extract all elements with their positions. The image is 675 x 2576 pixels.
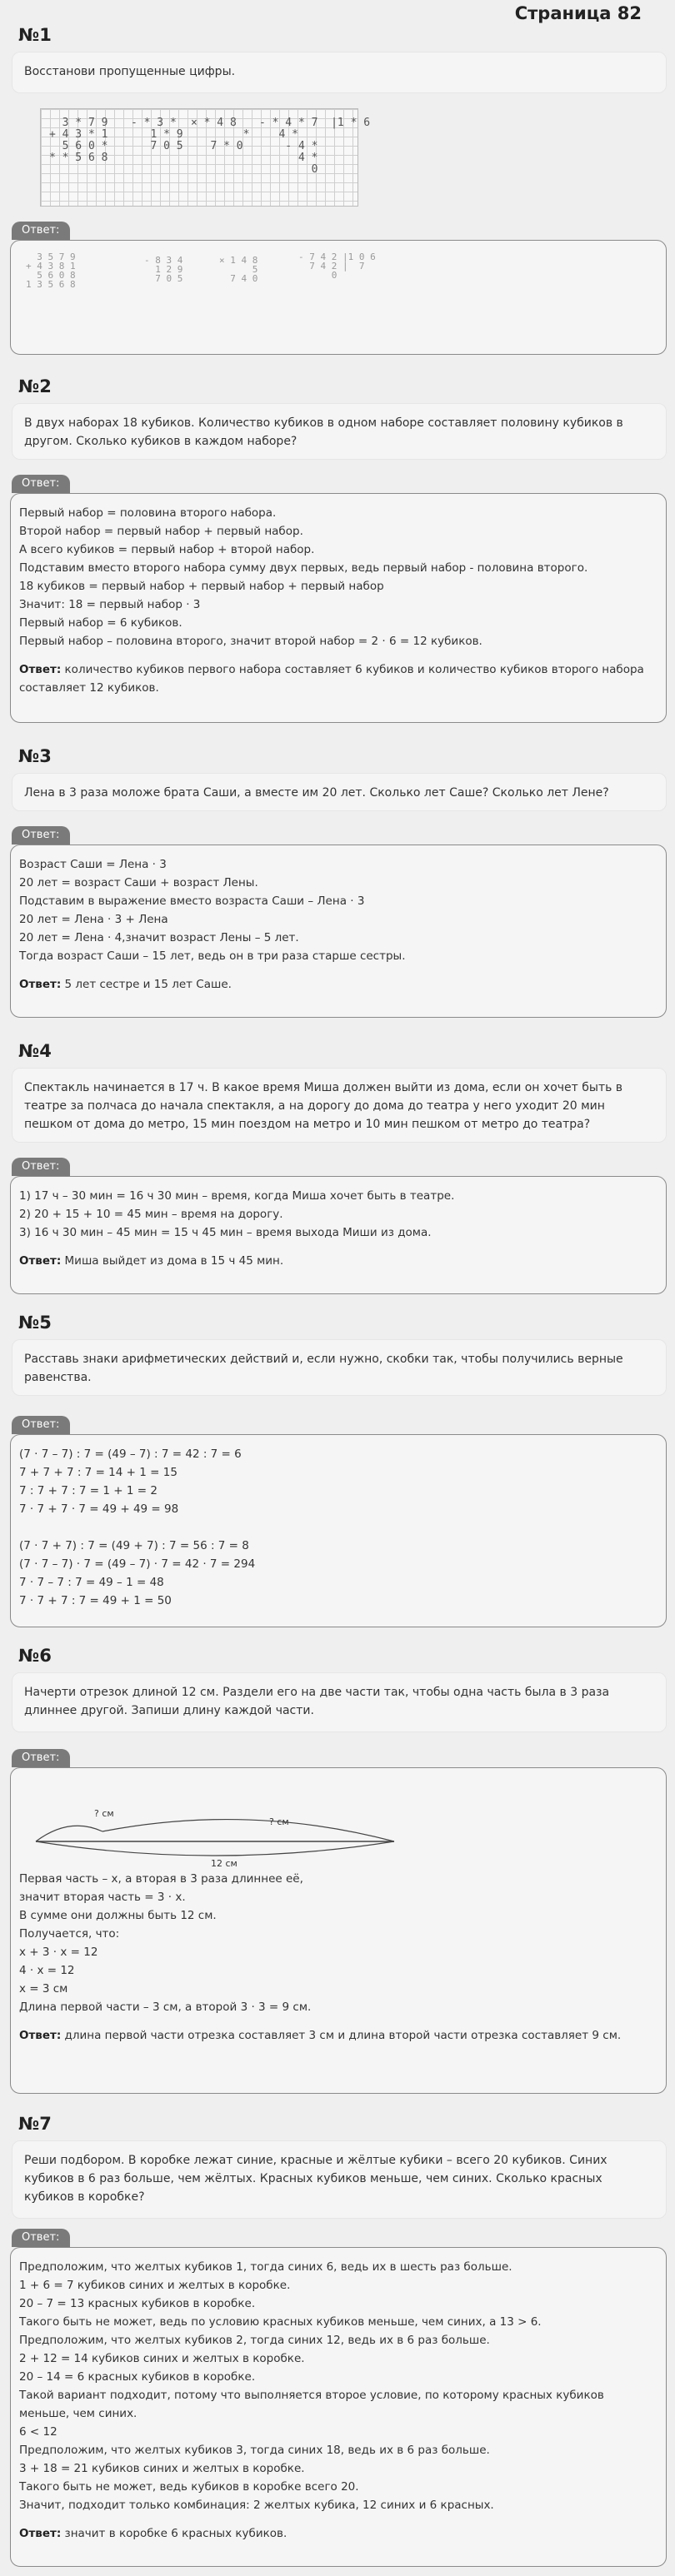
solution-line: 2 + 12 = 14 кубиков синих и желтых в коробке.: [19, 2352, 305, 2365]
solution-line: 3 + 18 = 21 кубиков синих и желтых в коробке.: [19, 2462, 305, 2475]
example-addition: 3 * 7 9 + 4 3 * 1 5 6 0 * * * 5 6 8: [49, 117, 108, 164]
solution-line: 20 лет = Лена · 4,значит возраст Лены – 5 лет.: [19, 931, 299, 944]
final-label: Ответ:: [19, 2029, 62, 2042]
solution-line: 20 – 14 = 6 красных кубиков в коробке.: [19, 2370, 256, 2384]
question-text: Реши подбором. В коробке лежат синие, красные и жёлтые кубики – всего 20 кубиков. Синих кубиков в 6 раз больше, чем жёлтых. Красных кубиков меньше, чем синих. Сколько красных кубиков в коробке?: [24, 2154, 608, 2204]
example-multiplication: × * 4 8 * 7 * 0: [191, 117, 250, 152]
brace-part1: [36, 1826, 102, 1841]
solution-line: Значит, подходит только комбинация: 2 желтых кубика, 12 синих и 6 красных.: [19, 2499, 494, 2512]
solution-line: (7 · 7 – 7) · 7 = (49 – 7) · 7 = 42 · 7 = 294: [19, 1557, 256, 1571]
final-label: Ответ:: [19, 1254, 62, 1268]
task-question: [12, 52, 667, 93]
task-question: [12, 1068, 667, 1143]
segment-figure: [28, 1778, 411, 1870]
answer-addition: 3 5 7 9 + 4 3 8 1 5 6 0 8 1 3 5 6 8: [26, 252, 76, 290]
answer-tab: Ответ:: [12, 1749, 70, 1767]
brace-total: [36, 1841, 394, 1856]
final-text: количество кубиков первого набора составляет 6 кубиков и количество кубиков второго набора составляет 12 кубиков.: [19, 663, 644, 695]
solution-line: Первый набор = половина второго набора.: [19, 506, 277, 520]
final-answer: [19, 1252, 658, 1270]
solution-line: Получается, что:: [19, 1927, 120, 1941]
solution-line: Предположим, что желтых кубиков 1, тогда синих 6, ведь их в шесть раз больше.: [19, 2260, 512, 2274]
solution-line: 3) 16 ч 30 мин – 45 мин = 15 ч 45 мин – время выхода Миши из дома.: [19, 1226, 432, 1239]
solution-line: Тогда возраст Саши – 15 лет, ведь он в три раза старше сестры.: [19, 949, 406, 963]
spacer: [19, 1518, 658, 1537]
grid-example: [40, 108, 371, 207]
total-label: 12 см: [211, 1858, 238, 1869]
question-text: Начерти отрезок длиной 12 см. Раздели его на две части так, чтобы одна часть была в 3 раза длиннее другой. Запиши длину каждой части.: [24, 1686, 610, 1717]
solution-line: 7 · 7 – 7 : 7 = 49 – 1 = 48: [19, 1576, 164, 1589]
answer-tab: Ответ:: [12, 1158, 70, 1176]
task-number: №6: [18, 1646, 52, 1666]
solution-line: В сумме они должны быть 12 см.: [19, 1909, 217, 1922]
final-text: 5 лет сестре и 15 лет Саше.: [64, 978, 232, 991]
final-label: Ответ:: [19, 978, 62, 991]
final-answer: [19, 660, 658, 697]
solution-line: (7 · 7 + 7) : 7 = (49 + 7) : 7 = 56 : 7 = 8: [19, 1539, 249, 1552]
task-question: [12, 403, 667, 460]
answer-tab: Ответ:: [12, 475, 70, 493]
task-question: [12, 1339, 667, 1396]
solution-line: Первый набор – половина второго, значит второй набор = 2 · 6 = 12 кубиков.: [19, 635, 482, 648]
question-text: В двух наборах 18 кубиков. Количество кубиков в одном наборе составляет половину кубиков в другом. Сколько кубиков в каждом наборе?: [24, 416, 623, 448]
example-subtraction: - * 3 * 1 * 9 7 0 5: [131, 117, 183, 152]
solution-line: 7 · 7 + 7 · 7 = 49 + 49 = 98: [19, 1502, 179, 1516]
final-answer: [19, 2026, 658, 2045]
solution-line: Первый набор = 6 кубиков.: [19, 616, 182, 630]
final-label: Ответ:: [19, 663, 62, 676]
answer-box: [10, 493, 667, 723]
question-text: Спектакль начинается в 17 ч. В какое время Миша должен выйти из дома, если он хочет быть в театре за полчаса до начала спектакля, а на дорогу до дома до театра у него уходит 20 мин пешком от дома до метро, 15 мин поездом на метро и 10 мин пешком от метро до театра?: [24, 1081, 623, 1131]
solution-line: 2) 20 + 15 + 10 = 45 мин – время на дорогу.: [19, 1208, 283, 1221]
task-number: №4: [18, 1041, 52, 1061]
solution-line: значит вторая часть = 3 · х.: [19, 1891, 186, 1904]
part2-label: ? см: [269, 1816, 289, 1827]
solution-line: Подставим в выражение вместо возраста Саши – Лена · 3: [19, 894, 365, 908]
solution-line: 6 < 12: [19, 2425, 58, 2439]
part1-label: ? см: [94, 1808, 114, 1819]
solution-line: Первая часть – х, а вторая в 3 раза длиннее её,: [19, 1872, 303, 1886]
final-text: длина первой части отрезка составляет 3 см и длина второй части отрезка составляет 9 см.: [64, 2029, 622, 2042]
answer-box: [10, 240, 667, 355]
answer-tab: Ответ:: [12, 826, 70, 845]
solution-line: Длина первой части – 3 см, а второй 3 · 3 = 9 см.: [19, 2001, 312, 2014]
example-division: - * 4 * 7 |1 * 6 4 * - 4 * 4 * 0: [259, 117, 371, 176]
answer-box: [10, 845, 667, 1018]
solution-line: Возраст Саши = Лена · 3: [19, 858, 167, 871]
answer-box: [10, 2247, 667, 2567]
solution-line: Значит: 18 = первый набор · 3: [19, 598, 201, 611]
solution-line: 7 + 7 + 7 : 7 = 14 + 1 = 15: [19, 1466, 178, 1479]
solution-line: Предположим, что желтых кубиков 2, тогда синих 12, ведь их в 6 раз больше.: [19, 2334, 490, 2347]
solution-line: х + 3 · х = 12: [19, 1946, 98, 1959]
task-number: №1: [18, 25, 52, 45]
solution-line: 7 : 7 + 7 : 7 = 1 + 1 = 2: [19, 1484, 158, 1497]
task-number: №2: [18, 376, 52, 396]
answer-tab: Ответ:: [12, 1416, 70, 1434]
task-number: №5: [18, 1313, 52, 1333]
final-text: Миша выйдет из дома в 15 ч 45 мин.: [64, 1254, 284, 1268]
final-answer: [19, 975, 658, 994]
solution-line: 20 лет = Лена · 3 + Лена: [19, 913, 168, 926]
solution-line: 4 · х = 12: [19, 1964, 75, 1977]
solution-line: А всего кубиков = первый набор + второй набор.: [19, 543, 315, 556]
task-question: [12, 2140, 667, 2219]
solution-line: 20 лет = возраст Саши + возраст Лены.: [19, 876, 258, 889]
solution-line: Второй набор = первый набор + первый набор.: [19, 525, 303, 538]
solution-line: 1) 17 ч – 30 мин = 16 ч 30 мин – время, когда Миша хочет быть в театре.: [19, 1189, 455, 1203]
task-question: [12, 773, 667, 811]
solution-line: Подставим вместо второго набора сумму двух первых, ведь первый набор - половина второго.: [19, 561, 588, 575]
final-answer: [19, 2524, 658, 2543]
solution-line: х = 3 см: [19, 1982, 68, 1996]
answer-division: - 7 4 2 |1 0 6 7 4 2 | 7 0: [298, 252, 376, 281]
solution-line: 20 – 7 = 13 красных кубиков в коробке.: [19, 2297, 256, 2310]
solution-line: 18 кубиков = первый набор + первый набор + первый набор: [19, 580, 384, 593]
answer-box: [10, 1767, 667, 2094]
question-text: Расставь знаки арифметических действий и, если нужно, скобки так, чтобы получились верные равенства.: [24, 1353, 623, 1384]
answer-tab: Ответ:: [12, 2229, 70, 2247]
answer-tab: Ответ:: [12, 222, 70, 240]
answer-subtraction: - 8 3 4 1 2 9 7 0 5: [144, 255, 183, 284]
task-number: №3: [18, 746, 52, 766]
question-text: Лена в 3 раза моложе брата Саши, а вместе им 20 лет. Сколько лет Саше? Сколько лет Лене?: [24, 786, 609, 800]
final-label: Ответ:: [19, 2527, 62, 2540]
solution-line: 7 · 7 + 7 : 7 = 49 + 1 = 50: [19, 1594, 172, 1607]
answer-multiplication: × 1 4 8 5 7 4 0: [219, 255, 258, 284]
solution-line: 1 + 6 = 7 кубиков синих и желтых в коробке.: [19, 2279, 291, 2292]
answer-box: [10, 1434, 667, 1627]
answer-box: [10, 1176, 667, 1294]
solution-line: Такого быть не может, ведь по условию красных кубиков меньше, чем синих, а 13 > 6.: [19, 2315, 542, 2329]
solution-line: (7 · 7 – 7) : 7 = (49 – 7) : 7 = 42 : 7 = 6: [19, 1447, 242, 1461]
solution-line: Такой вариант подходит, потому что выполняется второе условие, по которому красных кубиков меньше, чем синих.: [19, 2389, 604, 2420]
question-text: Восстанови пропущенные цифры.: [24, 65, 236, 78]
task-question: [12, 1672, 667, 1732]
solution-line: Такого быть не может, ведь кубиков в коробке всего 20.: [19, 2480, 359, 2494]
brace-part2: [102, 1820, 394, 1841]
final-text: значит в коробке 6 красных кубиков.: [64, 2527, 288, 2540]
solution-line: Предположим, что желтых кубиков 3, тогда синих 18, ведь их в 6 раз больше.: [19, 2444, 490, 2457]
page-title: Страница 82: [514, 3, 642, 23]
task-number: №7: [18, 2114, 52, 2134]
